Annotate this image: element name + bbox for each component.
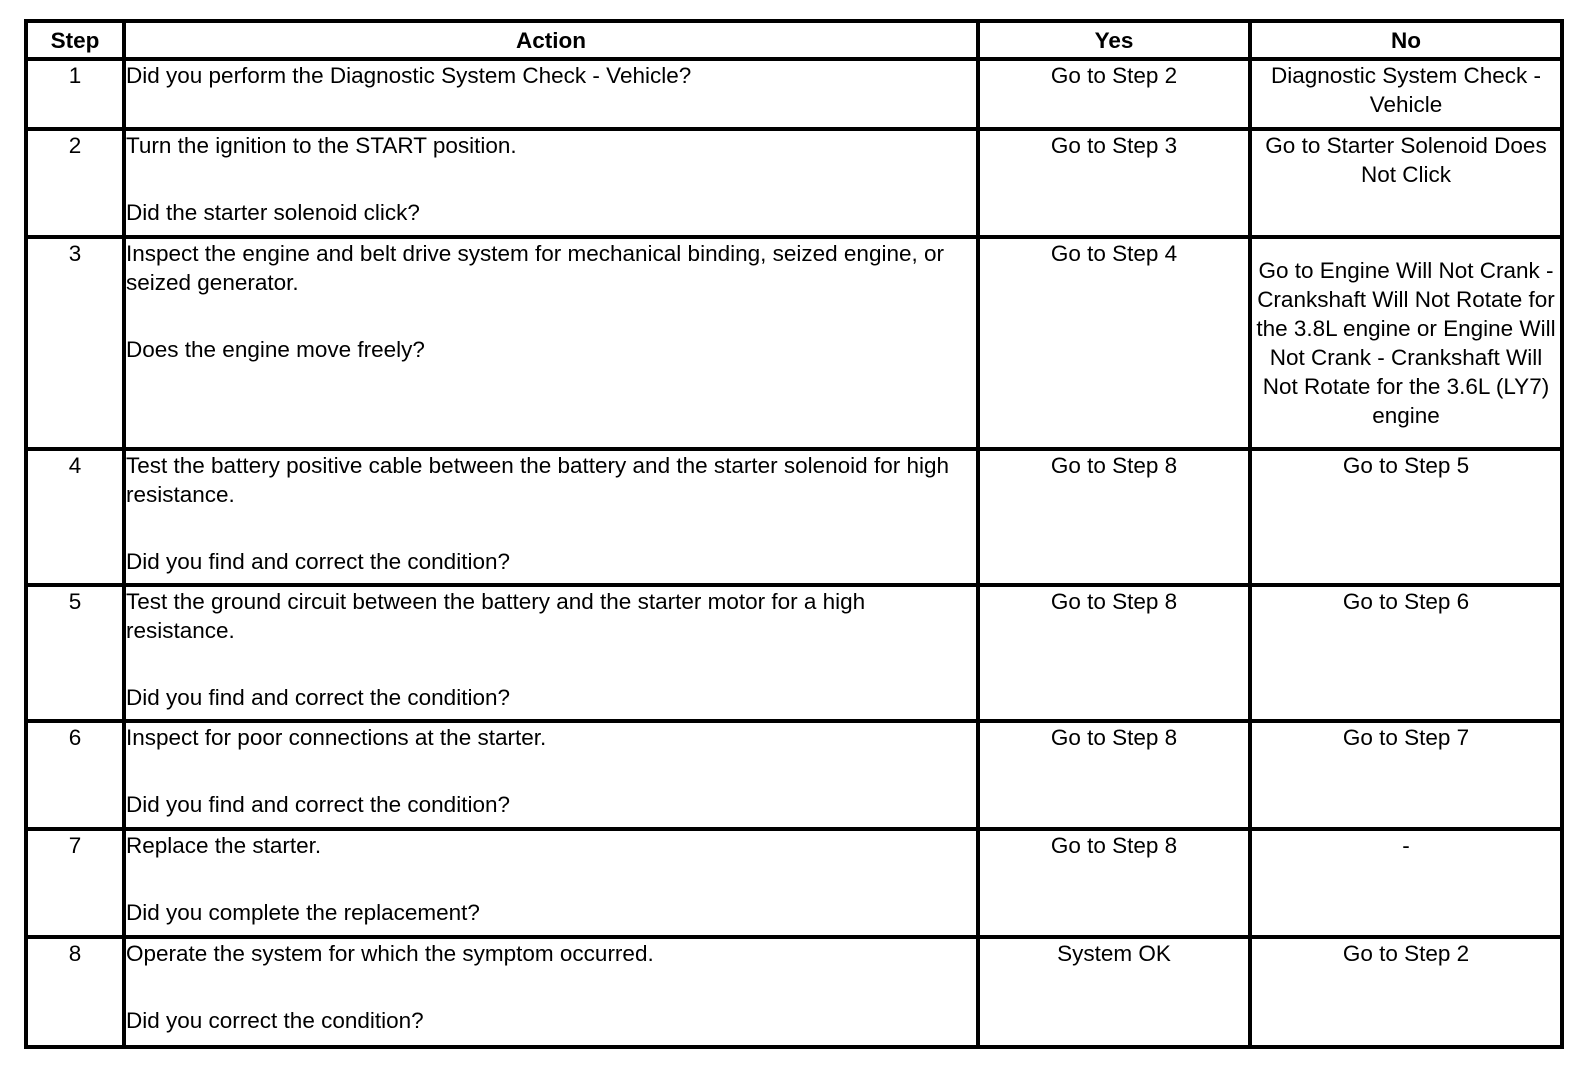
action-text: Inspect for poor connections at the starter. <box>126 725 547 750</box>
yes-result: System OK <box>978 937 1250 1047</box>
yes-result: Go to Step 8 <box>978 829 1250 937</box>
action-cell <box>124 59 978 129</box>
step-number: 6 <box>26 721 124 829</box>
header-row <box>26 21 1562 59</box>
no-result: - <box>1250 829 1562 937</box>
action-cell <box>124 829 978 937</box>
action-text: Turn the ignition to the START position. <box>126 133 517 158</box>
table-row <box>26 829 1562 937</box>
step-number: 4 <box>26 449 124 585</box>
step-number: 1 <box>26 59 124 129</box>
action-cell <box>124 449 978 585</box>
diagnostic-table <box>24 19 1564 1049</box>
no-result: Diagnostic System Check - Vehicle <box>1250 59 1562 129</box>
table-row <box>26 449 1562 585</box>
header-step: Step <box>26 21 124 59</box>
no-result: Go to Step 2 <box>1250 937 1562 1047</box>
action-text: Replace the starter. <box>126 833 322 858</box>
yes-result: Go to Step 8 <box>978 449 1250 585</box>
action-cell <box>124 585 978 721</box>
action-cell <box>124 237 978 449</box>
action-cell <box>124 721 978 829</box>
action-text: Did you perform the Diagnostic System Check - Vehicle? <box>126 63 692 88</box>
no-result: Go to Step 6 <box>1250 585 1562 721</box>
header-no: No <box>1250 21 1562 59</box>
question-text: Did you find and correct the condition? <box>126 792 510 817</box>
question-text: Does the engine move freely? <box>126 337 425 362</box>
no-result: Go to Step 7 <box>1250 721 1562 829</box>
question-text: Did you correct the condition? <box>126 1008 424 1033</box>
step-number: 8 <box>26 937 124 1047</box>
action-text: Test the ground circuit between the battery and the starter motor for a high resistance. <box>126 589 866 643</box>
action-text: Inspect the engine and belt drive system for mechanical binding, seized engine, or seized generator. <box>126 241 944 295</box>
table-row <box>26 585 1562 721</box>
no-result: Go to Step 5 <box>1250 449 1562 585</box>
action-text: Operate the system for which the symptom occurred. <box>126 941 654 966</box>
yes-result: Go to Step 4 <box>978 237 1250 449</box>
question-text: Did you find and correct the condition? <box>126 685 510 710</box>
table-row <box>26 129 1562 237</box>
no-result: Go to Starter Solenoid Does Not Click <box>1250 129 1562 237</box>
question-text: Did the starter solenoid click? <box>126 200 420 225</box>
yes-result: Go to Step 3 <box>978 129 1250 237</box>
table-row <box>26 59 1562 129</box>
yes-result: Go to Step 8 <box>978 585 1250 721</box>
yes-result: Go to Step 2 <box>978 59 1250 129</box>
header-yes: Yes <box>978 21 1250 59</box>
step-number: 3 <box>26 237 124 449</box>
step-number: 7 <box>26 829 124 937</box>
action-text: Test the battery positive cable between the battery and the starter solenoid for high resistance. <box>126 453 949 507</box>
table-row <box>26 721 1562 829</box>
header-action: Action <box>124 21 978 59</box>
yes-result: Go to Step 8 <box>978 721 1250 829</box>
table-row <box>26 237 1562 449</box>
step-number: 2 <box>26 129 124 237</box>
action-cell <box>124 937 978 1047</box>
question-text: Did you find and correct the condition? <box>126 549 510 574</box>
table-row <box>26 937 1562 1047</box>
action-cell <box>124 129 978 237</box>
question-text: Did you complete the replacement? <box>126 900 480 925</box>
no-result: Go to Engine Will Not Crank - Crankshaft Will Not Rotate for the 3.8L engine or Engine Will Not Crank - Crankshaft Will Not Rotate for the 3.6L (LY7) engine <box>1250 237 1562 449</box>
step-number: 5 <box>26 585 124 721</box>
